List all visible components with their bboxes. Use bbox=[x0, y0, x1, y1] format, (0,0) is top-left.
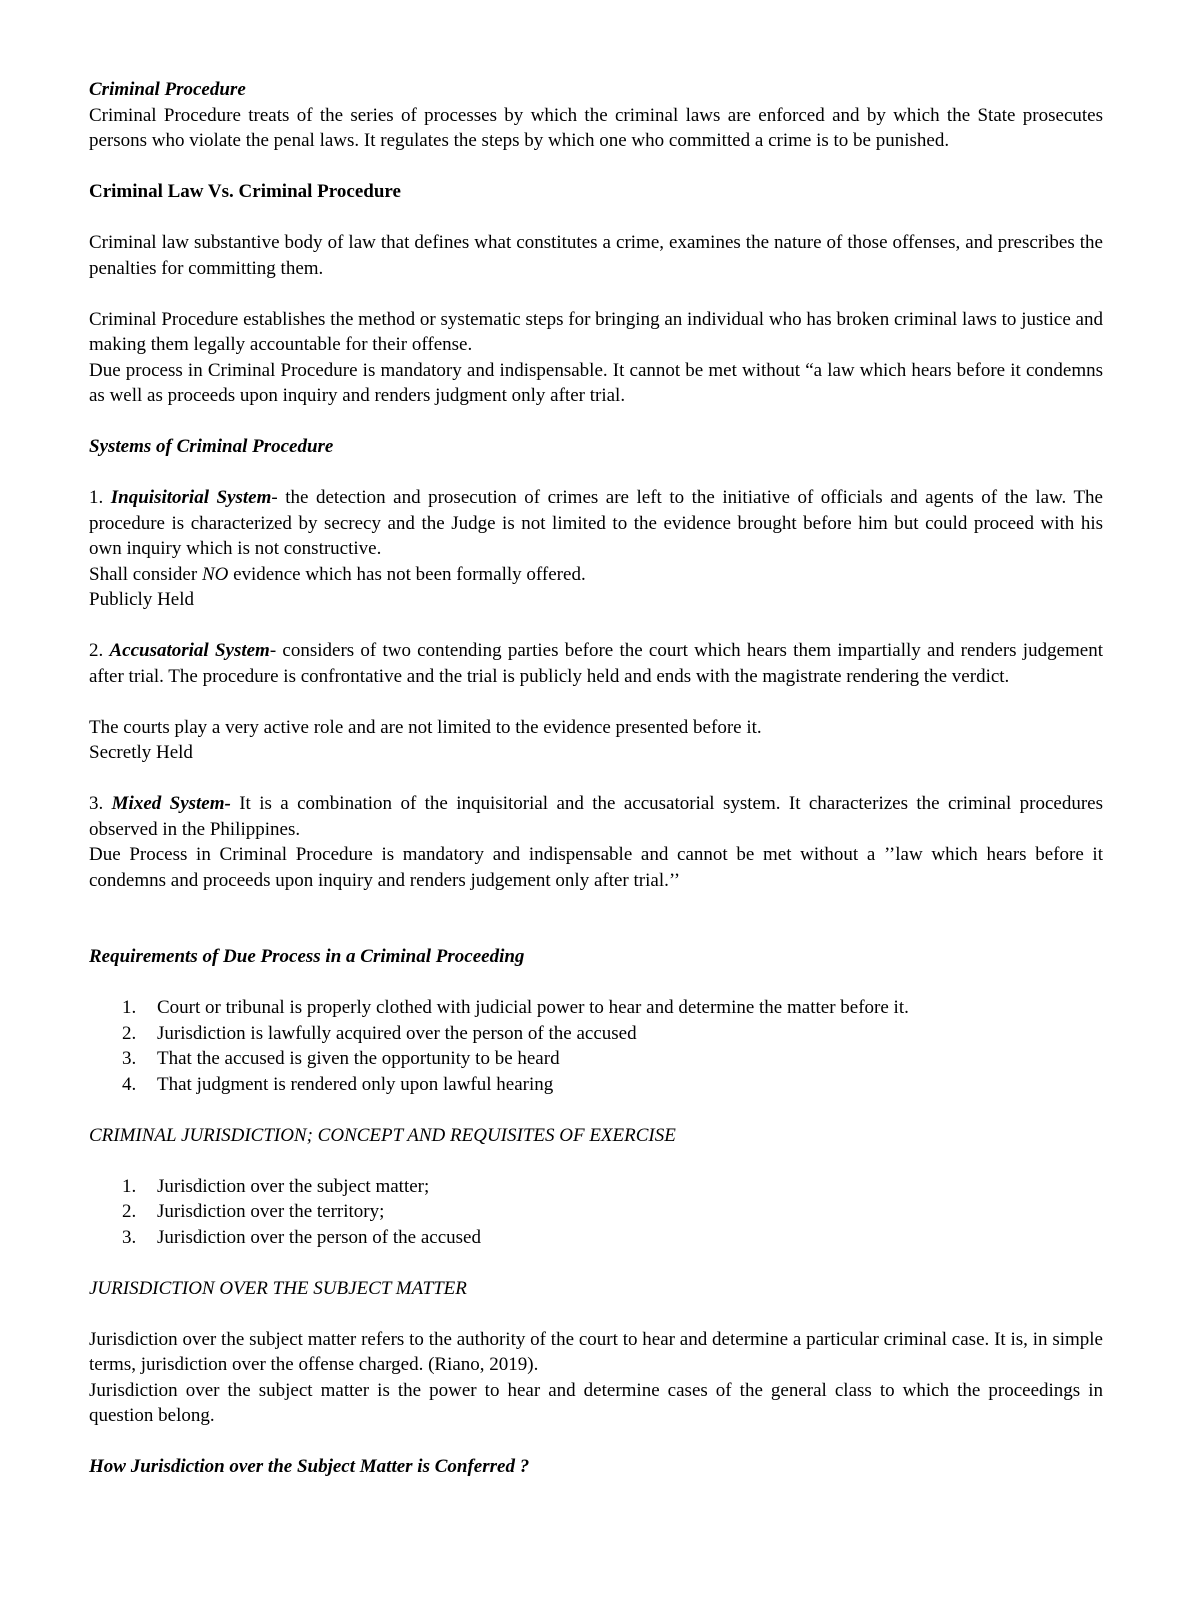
heading-criminal-jurisdiction: CRIMINAL JURISDICTION; CONCEPT AND REQUISITES OF EXERCISE bbox=[89, 1124, 676, 1146]
list-item: 1. Jurisdiction over the subject matter; bbox=[122, 1175, 430, 1197]
paragraph-criminal-procedure-method: Criminal Procedure establishes the method or systematic steps for bringing an individual who has broken criminal laws to justice and making them legally accountable for their offense. bbox=[89, 308, 1103, 355]
jurisdiction-requisites-list bbox=[89, 1174, 1103, 1251]
system-accusatorial bbox=[89, 638, 1103, 689]
emphasis-no: NO bbox=[201, 563, 229, 585]
accusatorial-courts-note: The courts play a very active role and are not limited to the evidence presented before it. bbox=[89, 716, 762, 738]
requirements-list bbox=[89, 995, 1103, 1097]
system-description: - the detection and prosecution of crimes are left to the initiative of officials and agents of the law. The procedure is characterized by secrecy and the Judge is not limited to the evidence brought before him but could proceed with his own inquiry which is not constructive. bbox=[89, 487, 1103, 559]
paragraph-subject-matter-definition: Jurisdiction over the subject matter refers to the authority of the court to hear and determine a particular criminal case. It is, in simple terms, jurisdiction over the offense charged. (Riano, 2019). bbox=[89, 1328, 1103, 1375]
system-term: Accusatorial System bbox=[109, 640, 270, 661]
inquisitorial-evidence-note: Shall consider NO evidence which has not been formally offered. bbox=[89, 563, 586, 585]
system-description: It is a combination of the inquisitorial and the accusatorial system. It characterizes the criminal procedures observed in the Philippines. bbox=[89, 793, 1103, 840]
system-inquisitorial bbox=[89, 485, 1103, 562]
list-item: 4. That judgment is rendered only upon lawful hearing bbox=[122, 1073, 554, 1095]
inquisitorial-publicly-held: Publicly Held bbox=[89, 589, 195, 610]
list-item: 3. Jurisdiction over the person of the accused bbox=[122, 1226, 481, 1248]
heading-systems: Systems of Criminal Procedure bbox=[89, 436, 334, 457]
paragraph-criminal-law: Criminal law substantive body of law that defines what constitutes a crime, examines the nature of those offenses, and prescribes the penalties for committing them. bbox=[89, 232, 1103, 279]
system-number: 3. bbox=[89, 793, 104, 814]
paragraph-due-process: Due process in Criminal Procedure is mandatory and indispensable. It cannot be met without “a law which hears before it condemns as well as proceeds upon inquiry and renders judgment only after trial. bbox=[89, 359, 1103, 406]
list-item: 1. Court or tribunal is properly clothed with judicial power to hear and determine the matter before it. bbox=[122, 997, 909, 1018]
heading-criminal-procedure: Criminal Procedure bbox=[89, 79, 246, 100]
heading-requirements: Requirements of Due Process in a Criminal Proceeding bbox=[89, 946, 525, 967]
list-item: 3. That the accused is given the opportunity to be heard bbox=[122, 1048, 560, 1069]
heading-how-conferred: How Jurisdiction over the Subject Matter is Conferred ? bbox=[89, 1456, 530, 1477]
system-description: - considers of two contending parties before the court which hears them impartially and renders judgement after trial. The procedure is confrontative and the trial is publicly held and ends with the magistrate rendering the verdict. bbox=[89, 640, 1104, 687]
list-item: 2. Jurisdiction over the territory; bbox=[122, 1201, 385, 1222]
paragraph-criminal-procedure-definition: Criminal Procedure treats of the series of processes by which the criminal laws are enforced and by which the State prosecutes persons who violate the penal laws. It regulates the steps by which one who committed a crime is to be punished. bbox=[89, 104, 1103, 151]
document-page bbox=[89, 77, 1103, 1480]
mixed-due-process-note: Due Process in Criminal Procedure is mandatory and indispensable and cannot be met without a ’’law which hears before it condemns and proceeds upon inquiry and renders judgement only after trial.’’ bbox=[89, 844, 1103, 891]
system-term: Mixed System- bbox=[111, 793, 231, 814]
paragraph-subject-matter-power: Jurisdiction over the subject matter is the power to hear and determine cases of the general class to which the proceedings in question belong. bbox=[89, 1379, 1103, 1426]
accusatorial-secretly-held: Secretly Held bbox=[89, 742, 193, 763]
system-number: 2. bbox=[89, 640, 104, 661]
heading-law-vs-procedure: Criminal Law Vs. Criminal Procedure bbox=[89, 181, 401, 202]
system-number: 1. bbox=[89, 487, 104, 508]
list-item: 2. Jurisdiction is lawfully acquired over the person of the accused bbox=[122, 1022, 637, 1044]
system-term: Inquisitorial System bbox=[110, 487, 272, 508]
heading-subject-matter: JURISDICTION OVER THE SUBJECT MATTER bbox=[89, 1277, 467, 1299]
system-mixed bbox=[89, 791, 1103, 842]
